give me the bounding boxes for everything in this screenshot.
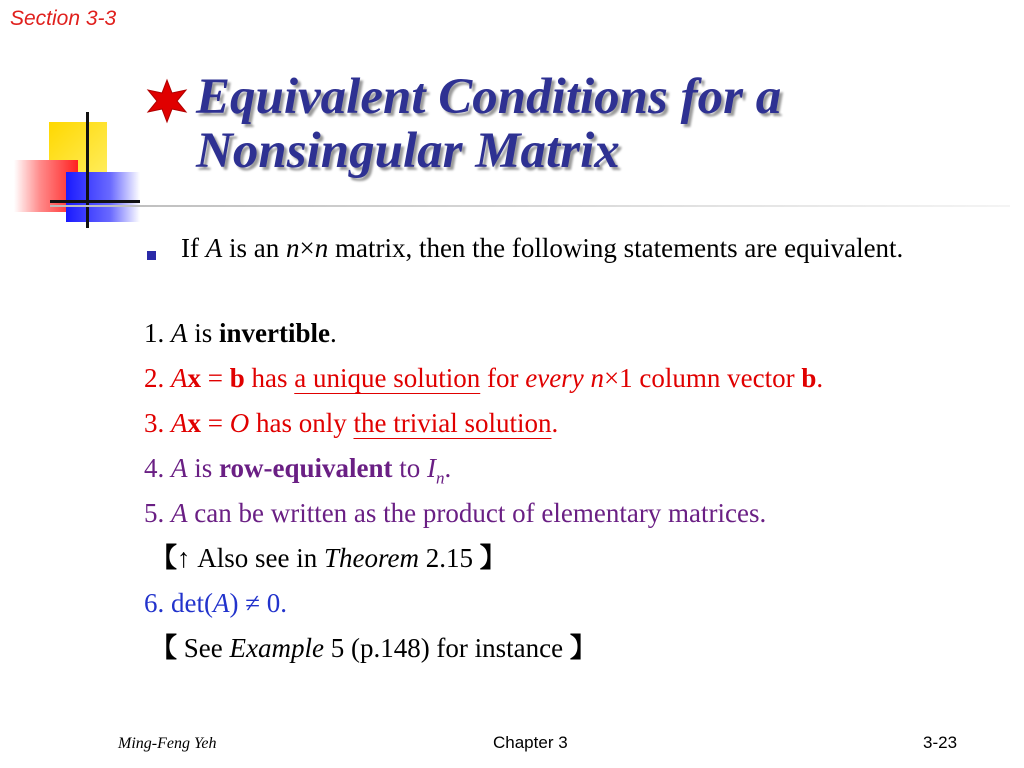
- slide-title: [196, 70, 996, 178]
- title-line-1: Equivalent Conditions for a: [196, 69, 782, 125]
- condition-5: 5. A can be written as the product of elementary matrices.: [144, 498, 767, 528]
- section-label: Section 3-3: [10, 7, 117, 30]
- condition-3: 3. Ax = O has only the trivial solution.: [144, 408, 559, 438]
- footer-page-number: 3-23: [923, 733, 958, 752]
- decorative-vertical-line: [86, 112, 89, 228]
- theorem-reference-note: 【↑ Also see in Theorem 2.15 】: [150, 543, 507, 573]
- up-arrow-icon: ↑: [177, 543, 191, 573]
- footer-chapter: Chapter 3: [493, 733, 568, 752]
- condition-6: 6. det(A) ≠ 0.: [144, 588, 288, 618]
- condition-2: 2. Ax = b has a unique solution for every n×1 column vector b.: [144, 363, 824, 393]
- footer-author: Ming-Feng Yeh: [118, 735, 217, 752]
- red-star-icon: [144, 78, 190, 124]
- condition-1: 1. A is invertible.: [144, 318, 337, 348]
- bullet-square-icon: [147, 251, 156, 260]
- decorative-horizontal-line: [50, 200, 140, 203]
- title-divider: [50, 205, 1010, 207]
- condition-4: 4. A is row-equivalent to $I_n$.: [144, 453, 452, 488]
- example-reference-note: 【 See Example 5 (p.148) for instance 】: [150, 633, 597, 663]
- decorative-blue-square: [66, 172, 140, 222]
- intro-statement: If A is an n×n matrix, then the following statements are equivalent.: [181, 233, 904, 263]
- title-line-2: Nonsingular Matrix: [196, 123, 620, 179]
